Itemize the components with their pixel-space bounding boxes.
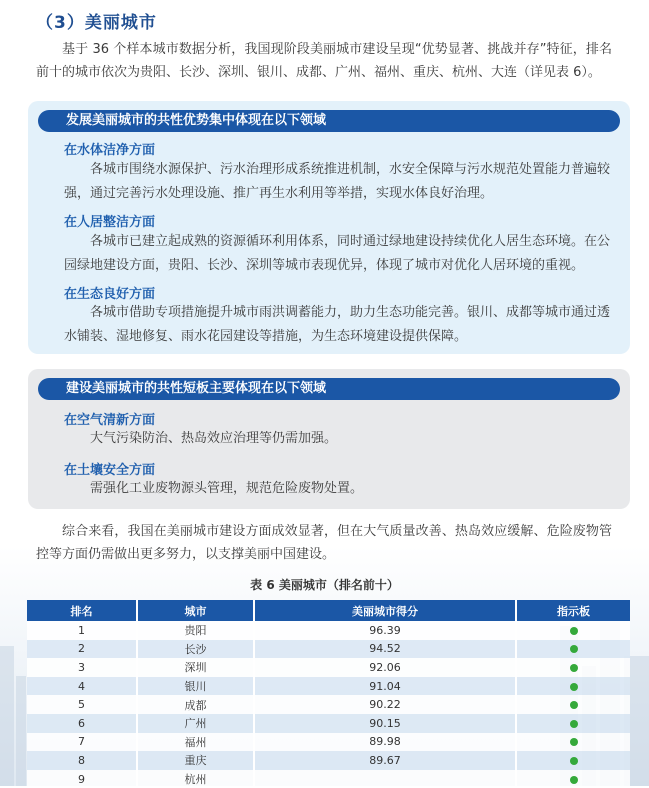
city-cell: 福州	[137, 733, 254, 752]
rank-cell: 4	[27, 677, 137, 696]
green-indicator-icon	[570, 738, 578, 746]
header-city: 城市	[137, 600, 254, 621]
score-cell: 90.22	[254, 695, 516, 714]
advantage-title-living: 在人居整洁方面	[64, 215, 156, 230]
header-rank: 排名	[27, 600, 137, 621]
shortcoming-title-air: 在空气清新方面	[64, 413, 156, 428]
table-caption: 表 6 美丽城市（排名前十）	[250, 578, 399, 592]
rank-cell: 5	[27, 695, 137, 714]
section-title: （3）美丽城市	[36, 13, 157, 33]
rank-cell: 3	[27, 658, 137, 677]
shortcoming-text-soil: 需强化工业废物源头管理，规范危险废物处置。	[90, 481, 364, 496]
city-cell: 杭州	[137, 770, 254, 788]
table-row	[27, 770, 630, 788]
green-indicator-icon	[570, 720, 578, 728]
advantages-panel	[28, 101, 630, 354]
green-indicator-icon	[570, 627, 578, 635]
city-cell: 成都	[137, 695, 254, 714]
table-row	[27, 695, 630, 714]
green-indicator-icon	[570, 776, 578, 784]
shortcoming-text-air: 大气污染防治、热岛效应治理等仍需加强。	[90, 431, 338, 446]
advantages-heading: 发展美丽城市的共性优势集中体现在以下领域	[38, 110, 620, 132]
table-row	[27, 714, 630, 733]
shortcomings-panel	[28, 369, 630, 509]
rank-cell: 6	[27, 714, 137, 733]
rank-cell: 2	[27, 640, 137, 659]
ranking-table	[27, 600, 630, 788]
shortcomings-heading: 建设美丽城市的共性短板主要体现在以下领域	[38, 378, 620, 400]
rank-cell: 8	[27, 751, 137, 770]
table-row	[27, 658, 630, 677]
green-indicator-icon	[570, 757, 578, 765]
score-cell: 90.15	[254, 714, 516, 733]
city-cell: 广州	[137, 714, 254, 733]
score-cell: 89.67	[254, 751, 516, 770]
table-row	[27, 751, 630, 770]
table-row	[27, 640, 630, 659]
city-cell: 贵阳	[137, 621, 254, 640]
score-cell: 91.04	[254, 677, 516, 696]
table-row	[27, 733, 630, 752]
rank-cell: 1	[27, 621, 137, 640]
green-indicator-icon	[570, 683, 578, 691]
score-cell: 89.98	[254, 733, 516, 752]
score-cell: 92.06	[254, 658, 516, 677]
city-cell: 深圳	[137, 658, 254, 677]
table-row	[27, 677, 630, 696]
score-cell	[254, 770, 516, 788]
city-cell: 长沙	[137, 640, 254, 659]
table-header-row	[27, 600, 630, 621]
rank-cell: 7	[27, 733, 137, 752]
rank-cell: 9	[27, 770, 137, 788]
summary-paragraph: 综合来看，我国在美丽城市建设方面成效显著，但在大气质量改善、热岛效应缓解、危险废物管控等方面仍需做出更多努力，以支撑美丽中国建设。	[36, 524, 612, 562]
city-cell: 银川	[137, 677, 254, 696]
green-indicator-icon	[570, 645, 578, 653]
score-cell: 96.39	[254, 621, 516, 640]
intro-paragraph: 基于 36 个样本城市数据分析，我国现阶段美丽城市建设呈现“优势显著、挑战并存”特征，排名前十的城市依次为贵阳、长沙、深圳、银川、成都、广州、福州、重庆、杭州、大连（详见表 6）。	[36, 42, 612, 80]
advantage-title-water: 在水体洁净方面	[64, 143, 156, 158]
advantage-text-ecology: 各城市借助专项措施提升城市雨洪调蓄能力，助力生态功能完善。银川、成都等城市通过透水铺装、湿地修复、雨水花园建设等措施，为生态环境建设提供保障。	[64, 305, 611, 344]
header-indicator: 指示板	[516, 600, 630, 621]
score-cell: 94.52	[254, 640, 516, 659]
advantage-title-ecology: 在生态良好方面	[64, 287, 156, 302]
green-indicator-icon	[570, 701, 578, 709]
city-cell: 重庆	[137, 751, 254, 770]
advantage-text-living: 各城市已建立起成熟的资源循环利用体系，同时通过绿地建设持续优化人居生态环境。在公园绿地建设方面，贵阳、长沙、深圳等城市表现优异，体现了城市对优化人居环境的重视。	[64, 234, 611, 273]
header-score: 美丽城市得分	[254, 600, 516, 621]
advantage-text-water: 各城市围绕水源保护、污水治理形成系统推进机制，水安全保障与污水规范处置能力普遍较强，通过完善污水处理设施、推广再生水利用等举措，实现水体良好治理。	[64, 162, 611, 201]
green-indicator-icon	[570, 664, 578, 672]
shortcoming-title-soil: 在土壤安全方面	[64, 463, 156, 478]
table-row	[27, 621, 630, 640]
